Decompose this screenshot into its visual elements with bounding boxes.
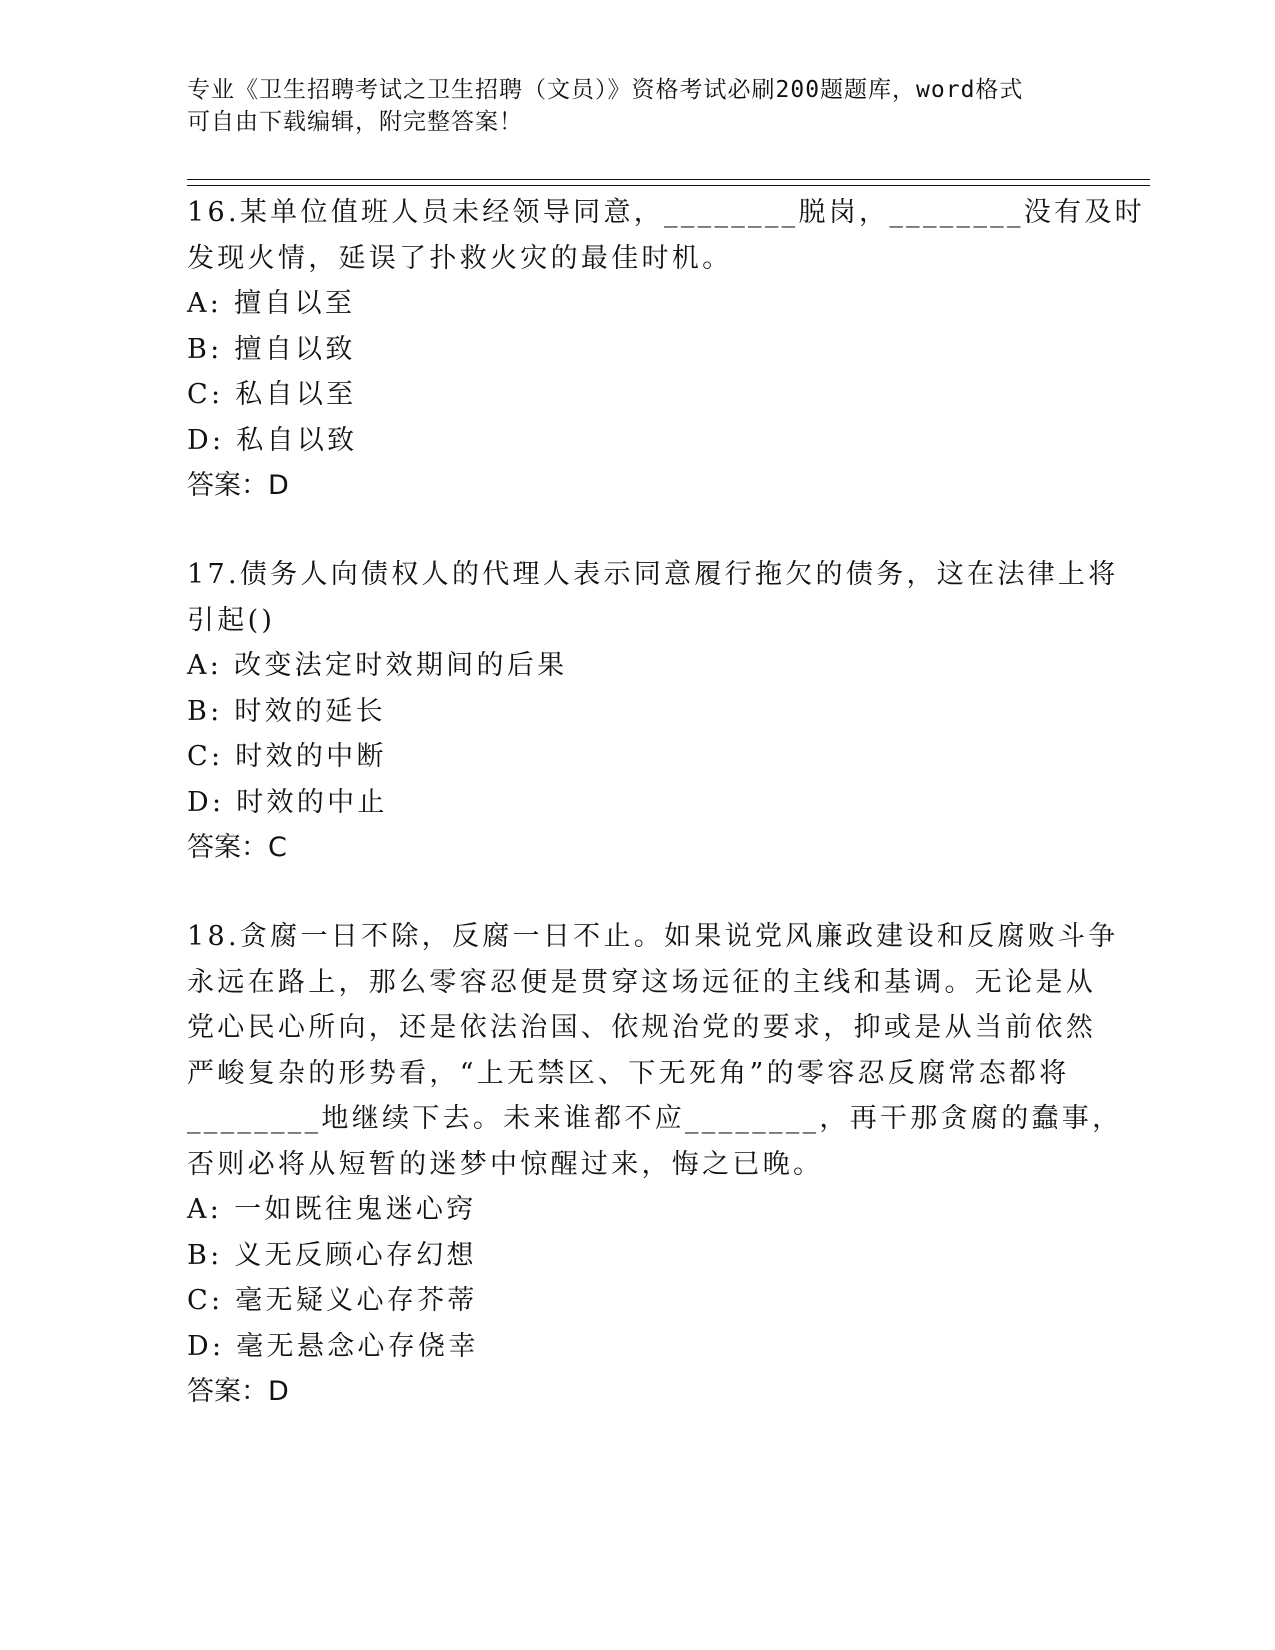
question-18 <box>187 914 1123 1415</box>
stem-line: ________地继续下去。未来谁都不应________，再干那贪腐的蠢事， <box>187 1103 1123 1134</box>
question-17 <box>187 552 1119 871</box>
stem-line: 党心民心所向，还是依法治国、依规治党的要求，抑或是从当前依然 <box>187 1012 1096 1043</box>
stem-line: 否则必将从短暂的迷梦中惊醒过来，悔之已晚。 <box>187 1148 824 1180</box>
question-stem <box>187 914 1123 1187</box>
stem-line: 18.贪腐一日不除，反腐一日不止。如果说党风廉政建设和反腐败斗争 <box>187 921 1119 952</box>
option-a: A: 改变法定时效期间的后果 <box>187 650 568 681</box>
option-d: D: 私自以致 <box>187 424 358 456</box>
stem-line: 引起() <box>187 604 276 636</box>
option-a: A: 一如既往鬼迷心窍 <box>187 1194 477 1225</box>
question-stem <box>187 190 1145 281</box>
option-b: B: 义无反顾心存幻想 <box>187 1239 477 1271</box>
answer: 答案：D <box>187 1376 289 1407</box>
header-line-2: 可自由下载编辑，附完整答案！ <box>187 109 523 135</box>
option-b: B: 擅自以致 <box>187 333 356 365</box>
stem-line: 17.债务人向债权人的代理人表示同意履行拖欠的债务，这在法律上将 <box>187 559 1119 590</box>
stem-line: 严峻复杂的形势看，“上无禁区、下无死角”的零容忍反腐常态都将 <box>187 1057 1070 1089</box>
stem-line: 16.某单位值班人员未经领导同意，________脱岗，________没有及时 <box>187 197 1145 228</box>
document-header <box>187 74 1087 138</box>
stem-line: 发现火情，延误了扑救火灾的最佳时机。 <box>187 242 733 274</box>
option-d: D: 时效的中止 <box>187 786 388 818</box>
option-c: C: 时效的中断 <box>187 741 387 772</box>
option-c: C: 私自以至 <box>187 379 357 410</box>
question-16 <box>187 190 1145 509</box>
option-b: B: 时效的延长 <box>187 695 386 727</box>
option-a: A: 擅自以至 <box>187 288 356 319</box>
answer: 答案：C <box>187 832 287 863</box>
header-line-1: 专业《卫生招聘考试之卫生招聘（文员）》资格考试必刷200题题库，word格式 <box>187 77 1024 103</box>
answer: 答案：D <box>187 470 289 501</box>
header-divider-top <box>187 179 1150 180</box>
option-c: C: 毫无疑义心存芥蒂 <box>187 1285 478 1316</box>
header-divider-bottom <box>187 185 1150 186</box>
stem-line: 永远在路上，那么零容忍便是贯穿这场远征的主线和基调。无论是从 <box>187 966 1096 998</box>
question-stem <box>187 552 1119 643</box>
option-d: D: 毫无悬念心存侥幸 <box>187 1330 479 1362</box>
